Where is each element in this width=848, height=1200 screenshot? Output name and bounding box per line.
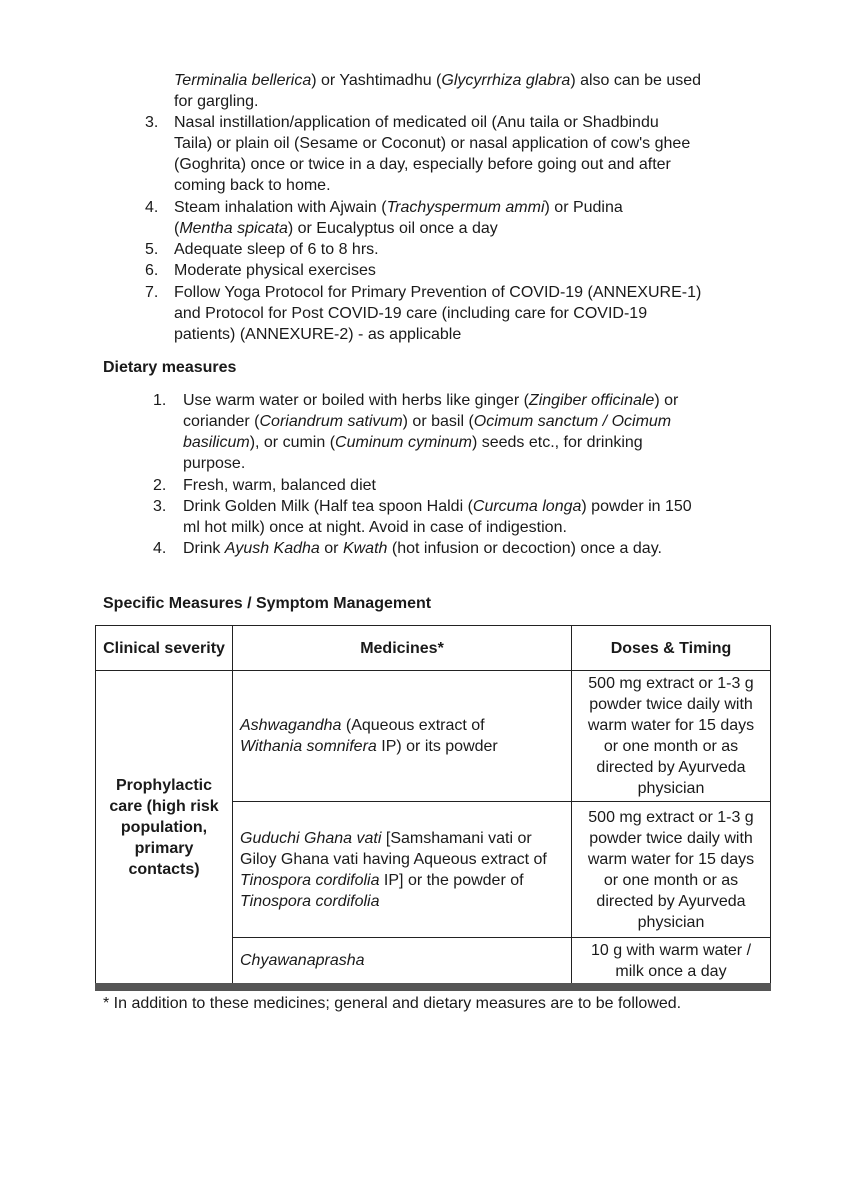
table-footnote: * In addition to these medicines; general and dietary measures are to be followed. [103,995,682,1012]
medicine-cell: Guduchi Ghana vati [Samshamani vati or Giloy Ghana vati having Aqueous extract of Tinospora cordifolia IP] or the powder of Tinospora cordifolia [233,802,572,938]
table-header-row [96,626,771,671]
italic-term: Glycyrrhiza glabra [441,72,571,89]
general-item-3-line: Taila) or plain oil (Sesame or Coconut) or nasal application of cow's ghee [174,135,691,152]
general-item-2-tail-line-1 [174,70,701,91]
dietary-item-3-line: ml hot milk) once at night. Avoid in case of indigestion. [183,519,567,536]
italic-term: Terminalia bellerica [174,72,312,89]
general-item-6-line: Moderate physical exercises [174,262,376,279]
list-number: 2. [153,477,167,494]
dietary-item-4-line: Drink Ayush Kadha or Kwath (hot infusion or decoction) once a day. [183,540,662,557]
general-item-2-tail-line-2: for gargling. [174,93,259,110]
list-number: 5. [145,241,159,258]
specific-measures-heading: Specific Measures / Symptom Management [103,595,432,612]
general-item-5-line: Adequate sleep of 6 to 8 hrs. [174,241,379,258]
general-item-4-line: (Mentha spicata) or Eucalyptus oil once a day [174,220,498,237]
table-bottom-border [95,983,771,991]
dose-cell: 500 mg extract or 1-3 g powder twice daily with warm water for 15 days or one month or as directed by Ayurveda physician [572,671,771,802]
general-item-7-line: patients) (ANNEXURE-2) - as applicable [174,326,462,343]
header-clinical-severity: Clinical severity [96,626,233,671]
general-item-7-line: and Protocol for Post COVID-19 care (including care for COVID-19 [174,305,648,322]
dietary-item-2-line: Fresh, warm, balanced diet [183,477,376,494]
text: ) also can be used [570,72,702,89]
list-number: 3. [145,114,159,131]
dietary-item-1-line: coriander (Coriandrum sativum) or basil (Ocimum sanctum / Ocimum [183,413,672,430]
dose-cell: 10 g with warm water / milk once a day [572,938,771,984]
general-item-3-line: (Goghrita) once or twice in a day, especially before going out and after [174,156,671,173]
list-number: 4. [153,540,167,557]
medicine-cell [233,938,572,984]
text: ) or Yashtimadhu ( [311,72,442,89]
medicine-cell: Ashwagandha (Aqueous extract of Withania somnifera IP) or its powder [233,671,572,802]
table-row [96,671,771,802]
list-number: 3. [153,498,167,515]
list-number: 1. [153,392,167,409]
medicines-table [95,625,771,984]
list-number: 6. [145,262,159,279]
general-item-3-line: coming back to home. [174,177,331,194]
dietary-item-3-line: Drink Golden Milk (Half tea spoon Haldi (Curcuma longa) powder in 150 [183,498,692,515]
dietary-item-1-line: basilicum), or cumin (Cuminum cyminum) seeds etc., for drinking [183,434,643,451]
dietary-item-1-line: purpose. [183,455,246,472]
general-item-3-line: Nasal instillation/application of medicated oil (Anu taila or Shadbindu [174,114,659,131]
general-item-7-line: Follow Yoga Protocol for Primary Prevention of COVID-19 (ANNEXURE-1) [174,284,702,301]
header-medicines: Medicines* [233,626,572,671]
list-number: 4. [145,199,159,216]
dietary-heading: Dietary measures [103,359,237,376]
dietary-item-1-line: Use warm water or boiled with herbs like ginger (Zingiber officinale) or [183,392,679,409]
general-item-4-line: Steam inhalation with Ajwain (Trachyspermum ammi) or Pudina [174,199,623,216]
medicine-name: Chyawanaprasha [240,952,365,969]
dose-cell: 500 mg extract or 1-3 g powder twice daily with warm water for 15 days or one month or as directed by Ayurveda physician [572,802,771,938]
header-doses-timing: Doses & Timing [572,626,771,671]
severity-cell: Prophylactic care (high risk population, primary contacts) [96,671,233,984]
list-number: 7. [145,284,159,301]
